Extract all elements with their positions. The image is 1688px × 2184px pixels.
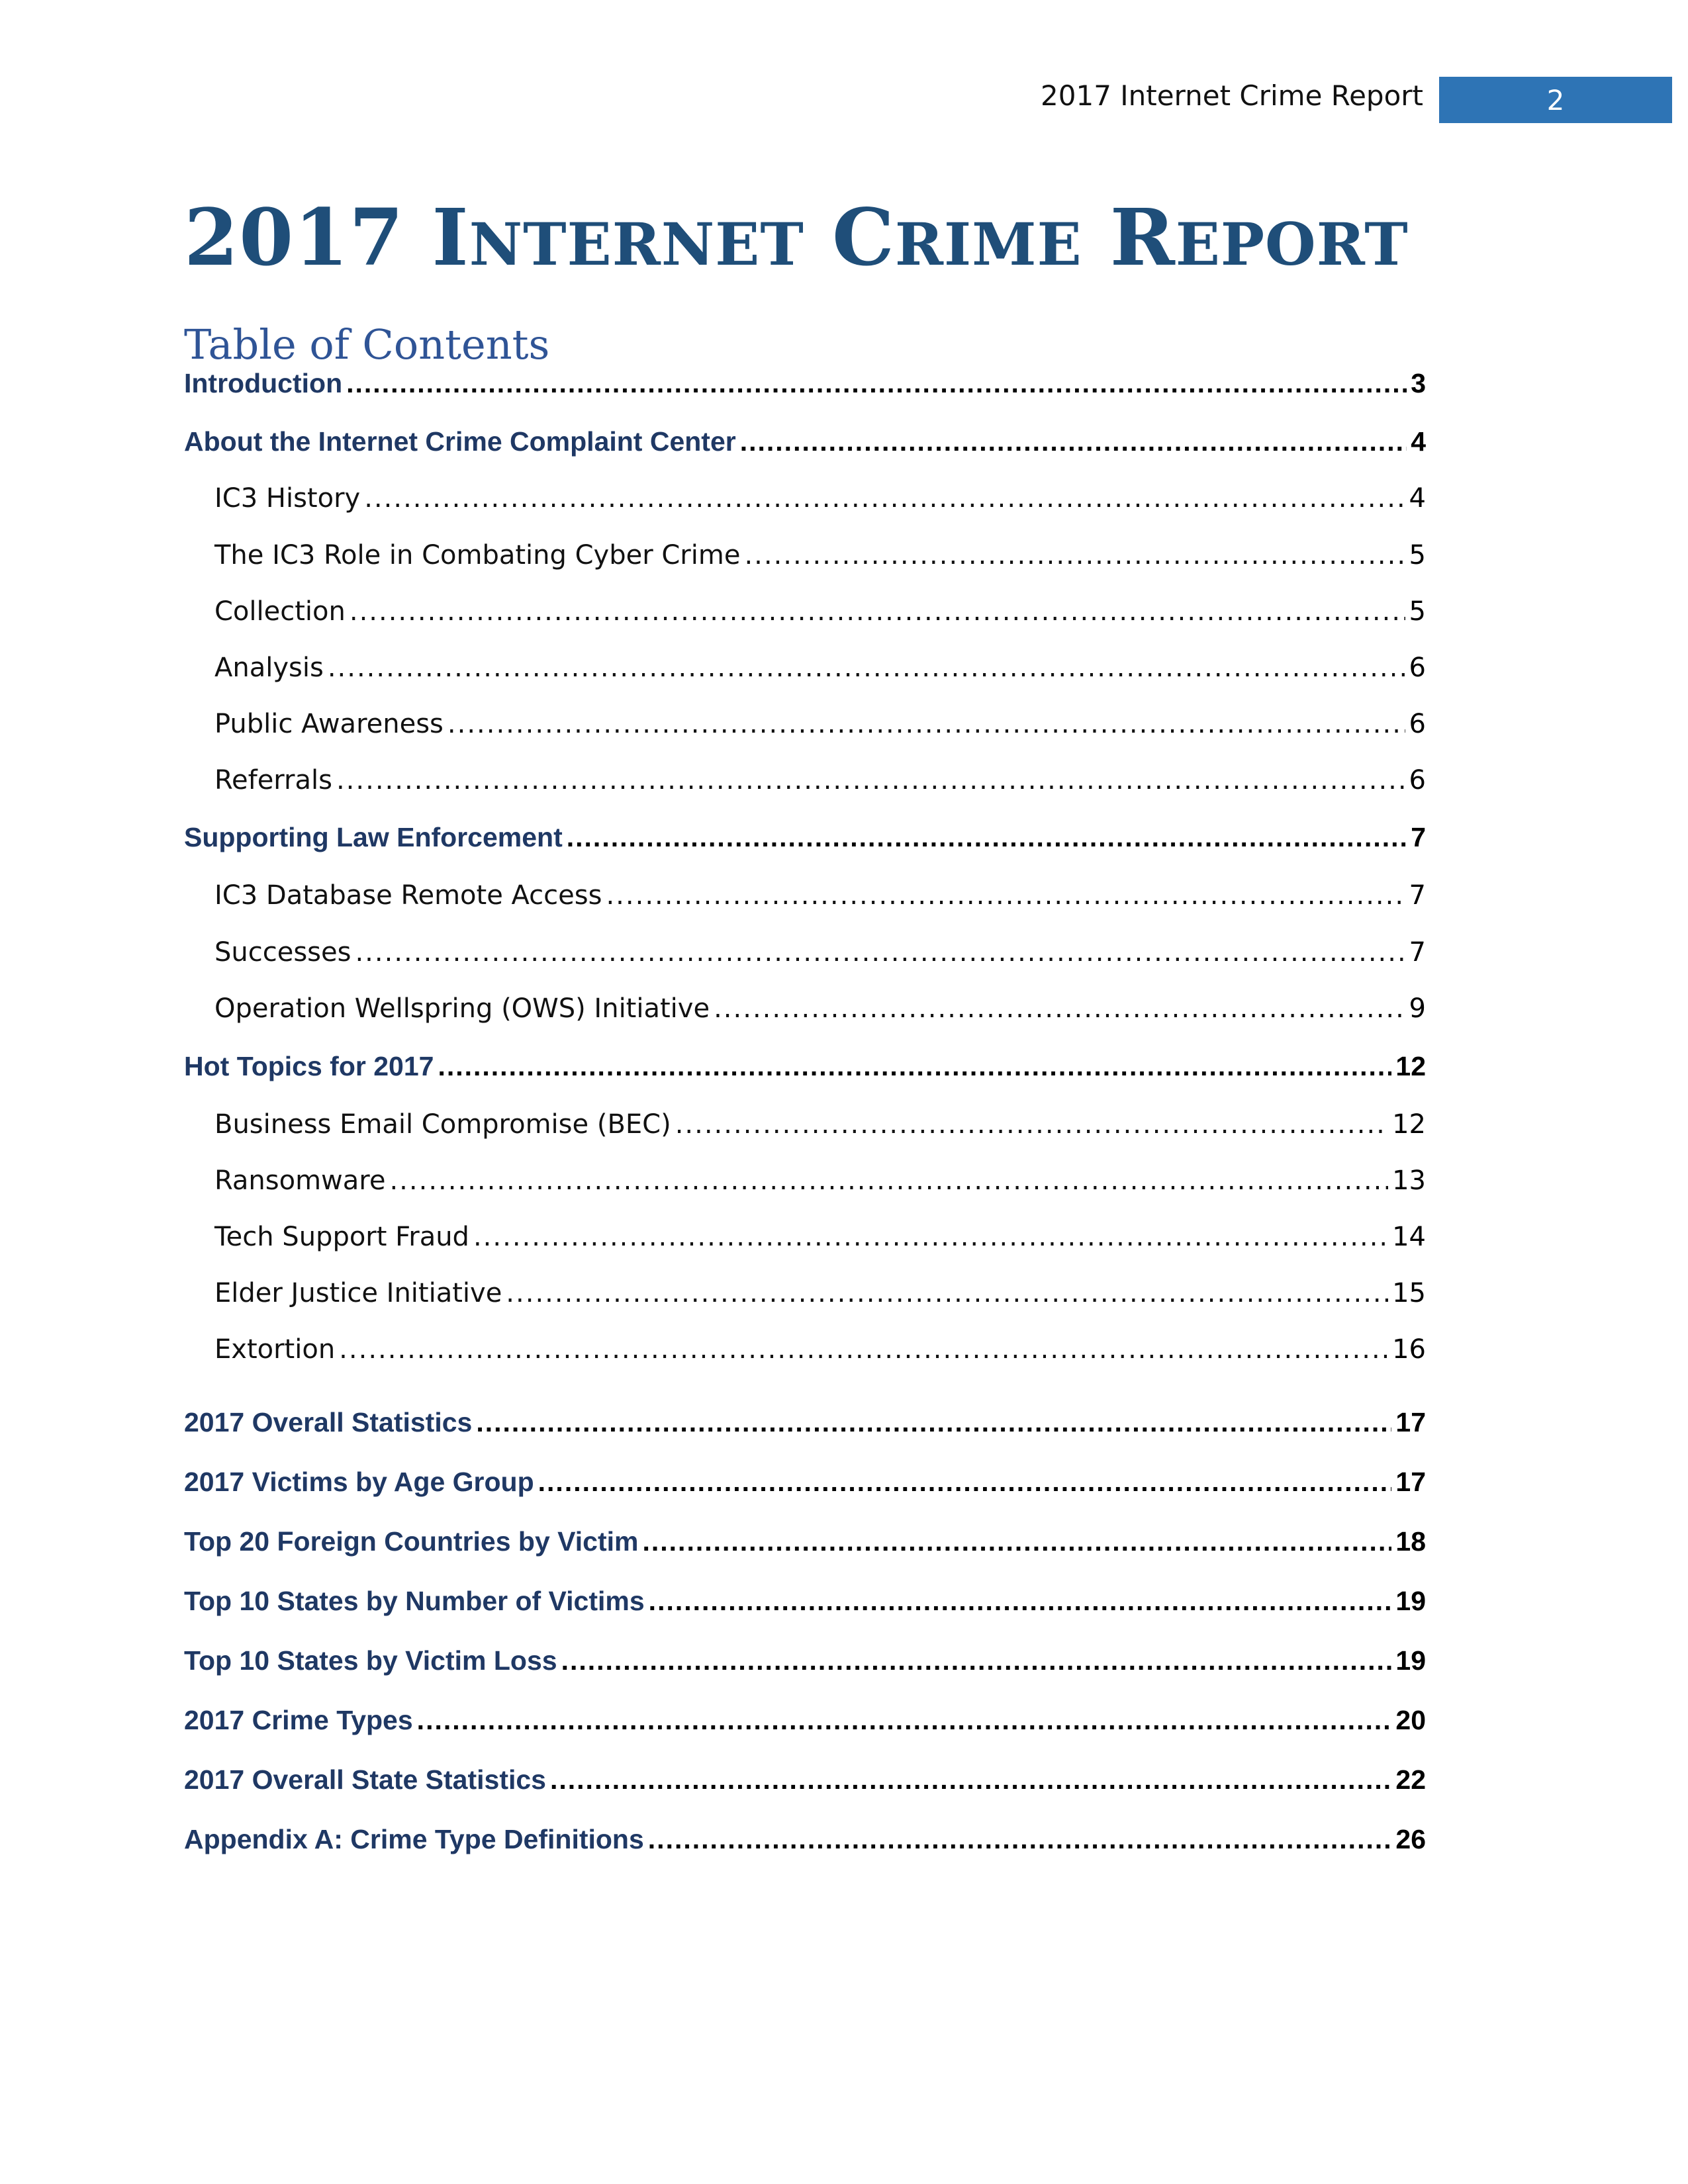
toc-entry-label: 2017 Victims by Age Group: [184, 1467, 534, 1497]
toc-entry-page: 5: [1409, 540, 1426, 570]
toc-entry-label: About the Internet Crime Complaint Center: [184, 426, 736, 457]
page-number-badge: 2: [1439, 77, 1672, 123]
toc-entry-page: 17: [1395, 1467, 1426, 1497]
toc-entry[interactable]: [184, 1586, 1426, 1639]
toc-dot-leader: [648, 1824, 1392, 1855]
toc-entry[interactable]: [184, 1467, 1426, 1520]
toc-entry-label: Extortion: [214, 1334, 336, 1365]
toc-entry-page: 5: [1409, 596, 1426, 627]
toc-entry[interactable]: [184, 1824, 1426, 1877]
toc-subentry[interactable]: [184, 709, 1426, 762]
toc-dot-leader: [538, 1467, 1392, 1498]
title-word-3-initial: R: [1109, 191, 1176, 283]
toc-subentry[interactable]: [184, 483, 1426, 536]
toc-dot-leader: [506, 1278, 1388, 1308]
title-word-3-rest: EPORT: [1175, 210, 1409, 279]
toc-entry-page: 16: [1392, 1334, 1426, 1365]
toc-dot-leader: [339, 1334, 1388, 1365]
title-word-2-initial: C: [831, 191, 895, 283]
toc-entry-label: Successes: [214, 937, 352, 968]
toc-entry-label: 2017 Overall State Statistics: [184, 1764, 546, 1795]
title-word-2-rest: RIME: [894, 210, 1082, 279]
toc-dot-leader: [476, 1407, 1391, 1438]
toc-entry-label: Appendix A: Crime Type Definitions: [184, 1824, 644, 1854]
toc-dot-leader: [606, 880, 1405, 911]
toc-entry-label: Top 20 Foreign Countries by Victim: [184, 1526, 639, 1557]
toc-dot-leader: [740, 426, 1407, 457]
toc-entry-label: Hot Topics for 2017: [184, 1051, 434, 1081]
toc-entry[interactable]: [184, 1526, 1426, 1579]
toc-entry-label: Top 10 States by Number of Victims: [184, 1586, 645, 1616]
toc-entry-page: 12: [1395, 1051, 1426, 1081]
toc-dot-leader: [744, 540, 1405, 570]
toc-subentry[interactable]: [184, 596, 1426, 649]
toc-entry[interactable]: [184, 426, 1426, 479]
toc-entry-page: 12: [1392, 1109, 1426, 1140]
toc-entry-page: 7: [1409, 880, 1426, 911]
toc-entry-label: Ransomware: [214, 1165, 386, 1196]
toc-entry-label: Operation Wellspring (OWS) Initiative: [214, 993, 710, 1024]
toc-dot-leader: [346, 368, 1407, 399]
toc-entry-page: 3: [1411, 368, 1426, 398]
toc-subentry[interactable]: [184, 1334, 1426, 1387]
toc-entry[interactable]: [184, 1407, 1426, 1460]
toc-dot-leader: [714, 993, 1405, 1024]
toc-subentry[interactable]: [184, 1165, 1426, 1218]
toc-entry[interactable]: [184, 368, 1426, 421]
toc-dot-leader: [649, 1586, 1392, 1617]
toc-entry-label: The IC3 Role in Combating Cyber Crime: [214, 540, 741, 570]
toc-subentry[interactable]: [184, 880, 1426, 933]
toc-dot-leader: [447, 709, 1405, 739]
toc-subentry[interactable]: [184, 765, 1426, 818]
toc-entry-page: 18: [1395, 1526, 1426, 1557]
toc-entry-label: Top 10 States by Victim Loss: [184, 1645, 557, 1676]
toc-subentry[interactable]: [184, 993, 1426, 1046]
running-header: [0, 77, 1688, 123]
toc-entry-page: 9: [1409, 993, 1426, 1024]
toc-dot-leader: [642, 1526, 1391, 1557]
toc-entry-label: 2017 Overall Statistics: [184, 1407, 473, 1437]
toc-entry-label: Tech Support Fraud: [214, 1222, 469, 1252]
toc-entry-label: Introduction: [184, 368, 343, 398]
toc-dot-leader: [473, 1222, 1388, 1252]
toc-dot-leader: [364, 483, 1405, 514]
toc-dot-leader: [355, 937, 1405, 968]
toc-subentry[interactable]: [184, 937, 1426, 990]
toc-entry-label: Elder Justice Initiative: [214, 1278, 502, 1308]
toc-dot-leader: [350, 596, 1405, 627]
title-year: 2017: [184, 191, 404, 283]
toc-dot-leader: [417, 1705, 1392, 1736]
toc-entry-page: 19: [1395, 1586, 1426, 1616]
toc-entry-label: Public Awareness: [214, 709, 444, 739]
toc-entry-page: 7: [1411, 822, 1426, 852]
toc-entry-label: Collection: [214, 596, 346, 627]
toc-dot-leader: [389, 1165, 1388, 1196]
toc-subentry[interactable]: [184, 1278, 1426, 1331]
toc-entry-page: 7: [1409, 937, 1426, 968]
title-word-1-rest: NTERNET: [469, 210, 804, 279]
toc-entry-label: IC3 History: [214, 483, 361, 514]
toc-subentry[interactable]: [184, 653, 1426, 705]
toc-dot-leader: [561, 1645, 1392, 1676]
toc-entry-page: 26: [1395, 1824, 1426, 1854]
toc-subentry[interactable]: [184, 1222, 1426, 1275]
toc-entry[interactable]: [184, 1051, 1426, 1104]
toc-entry-label: Analysis: [214, 653, 324, 683]
toc-entry-page: 6: [1409, 765, 1426, 796]
toc-entry[interactable]: [184, 1645, 1426, 1698]
toc-dot-leader: [675, 1109, 1388, 1140]
toc-dot-leader: [336, 765, 1405, 796]
toc-entry[interactable]: [184, 822, 1426, 875]
toc-entry-page: 13: [1392, 1165, 1426, 1196]
title-word-1-initial: I: [432, 191, 469, 283]
toc-entry-label: Referrals: [214, 765, 332, 796]
toc-dot-leader: [328, 653, 1405, 683]
toc-entry[interactable]: [184, 1764, 1426, 1817]
toc-subentry[interactable]: [184, 540, 1426, 593]
toc-entry-label: Supporting Law Enforcement: [184, 822, 563, 852]
toc-entry-label: IC3 Database Remote Access: [214, 880, 602, 911]
toc-entry-page: 17: [1395, 1407, 1426, 1437]
running-title: 2017 Internet Crime Report: [1041, 79, 1423, 112]
toc-entry-page: 20: [1395, 1705, 1426, 1735]
toc-subentry[interactable]: [184, 1109, 1426, 1162]
toc-dot-leader: [550, 1764, 1391, 1796]
toc-entry-page: 15: [1392, 1278, 1426, 1308]
toc-heading: Table of Contents: [184, 320, 550, 369]
toc-entry-page: 22: [1395, 1764, 1426, 1795]
toc-entry-page: 4: [1411, 426, 1426, 457]
toc-dot-leader: [438, 1051, 1391, 1082]
toc-entry-page: 4: [1409, 483, 1426, 514]
toc-entry-page: 6: [1409, 709, 1426, 739]
toc-entry-page: 14: [1392, 1222, 1426, 1252]
document-title: [184, 191, 1409, 283]
toc-entry-label: Business Email Compromise (BEC): [214, 1109, 671, 1140]
toc-entry-page: 6: [1409, 653, 1426, 683]
toc-dot-leader: [567, 822, 1407, 853]
toc-entry-page: 19: [1395, 1645, 1426, 1676]
toc-entry-label: 2017 Crime Types: [184, 1705, 413, 1735]
toc-entry[interactable]: [184, 1705, 1426, 1758]
